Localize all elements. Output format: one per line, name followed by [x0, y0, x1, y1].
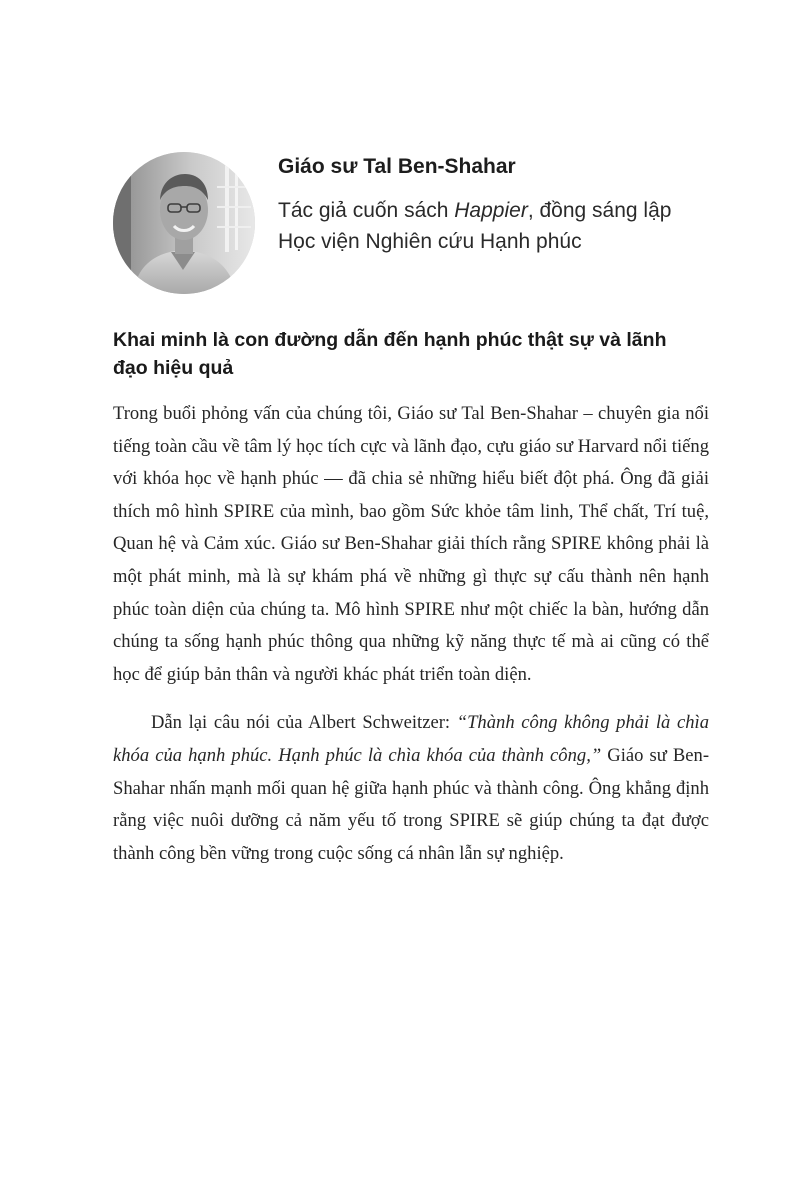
paragraph-1: Trong buổi phỏng vấn của chúng tôi, Giáo sư Tal Ben-Shahar – chuyên gia nổi tiếng toàn cầu về tâm lý học tích cực và lãnh đạo, cựu giáo sư Harvard nổi tiếng với khóa học về hạnh phúc — đã chia sẻ những hiểu biết đột phá. Ông đã giải thích mô hình SPIRE của mình, bao gồm Sức khỏe tâm linh, Thể chất, Trí tuệ, Quan hệ và Cảm xúc. Giáo sư Ben-Shahar giải thích rằng SPIRE không phải là một phát minh, mà là sự khám phá về những gì thực sự cấu thành nên hạnh phúc toàn diện của chúng ta. Mô hình SPIRE như một chiếc la bàn, hướng dẫn chúng ta sống hạnh phúc thông qua những kỹ năng thực tế mà ai cũng có thể học để giúp bản thân và người khác phát triển toàn diện.	[113, 403, 709, 685]
author-name: Giáo sư Tal Ben-Shahar	[278, 155, 516, 178]
paragraph-2-rest: Giáo sư Ben-Shahar nhấn mạnh mối quan hệ giữa hạnh phúc và thành công. Ông khẳng định rằng việc nuôi dưỡng cả năm yếu tố trong SPIRE sẽ giúp chúng ta đạt được thành công bền vững trong cuộc sống cá nhân lẫn sự nghiệp.	[113, 744, 710, 864]
portrait-photo-icon	[113, 152, 255, 294]
paragraph-2	[113, 707, 709, 870]
author-role	[278, 195, 698, 257]
article-body	[113, 398, 709, 870]
author-role-suffix: , đồng sáng lập Học viện Nghiên cứu Hạnh phúc	[278, 199, 672, 253]
paragraph-2-lead: Dẫn lại câu nói của Albert Schweitzer:	[151, 712, 457, 734]
author-role-prefix: Tác giả cuốn sách	[278, 199, 455, 222]
section-heading: Khai minh là con đường dẫn đến hạnh phúc thật sự và lãnh đạo hiệu quả	[113, 329, 667, 379]
quote: “Thành công không phải là chìa khóa của hạnh phúc. Hạnh phúc là chìa khóa của thành công,”	[113, 712, 709, 766]
book-title: Happier	[454, 199, 528, 222]
author-photo	[113, 152, 255, 294]
author-profile	[113, 152, 693, 302]
author-info	[278, 152, 698, 257]
